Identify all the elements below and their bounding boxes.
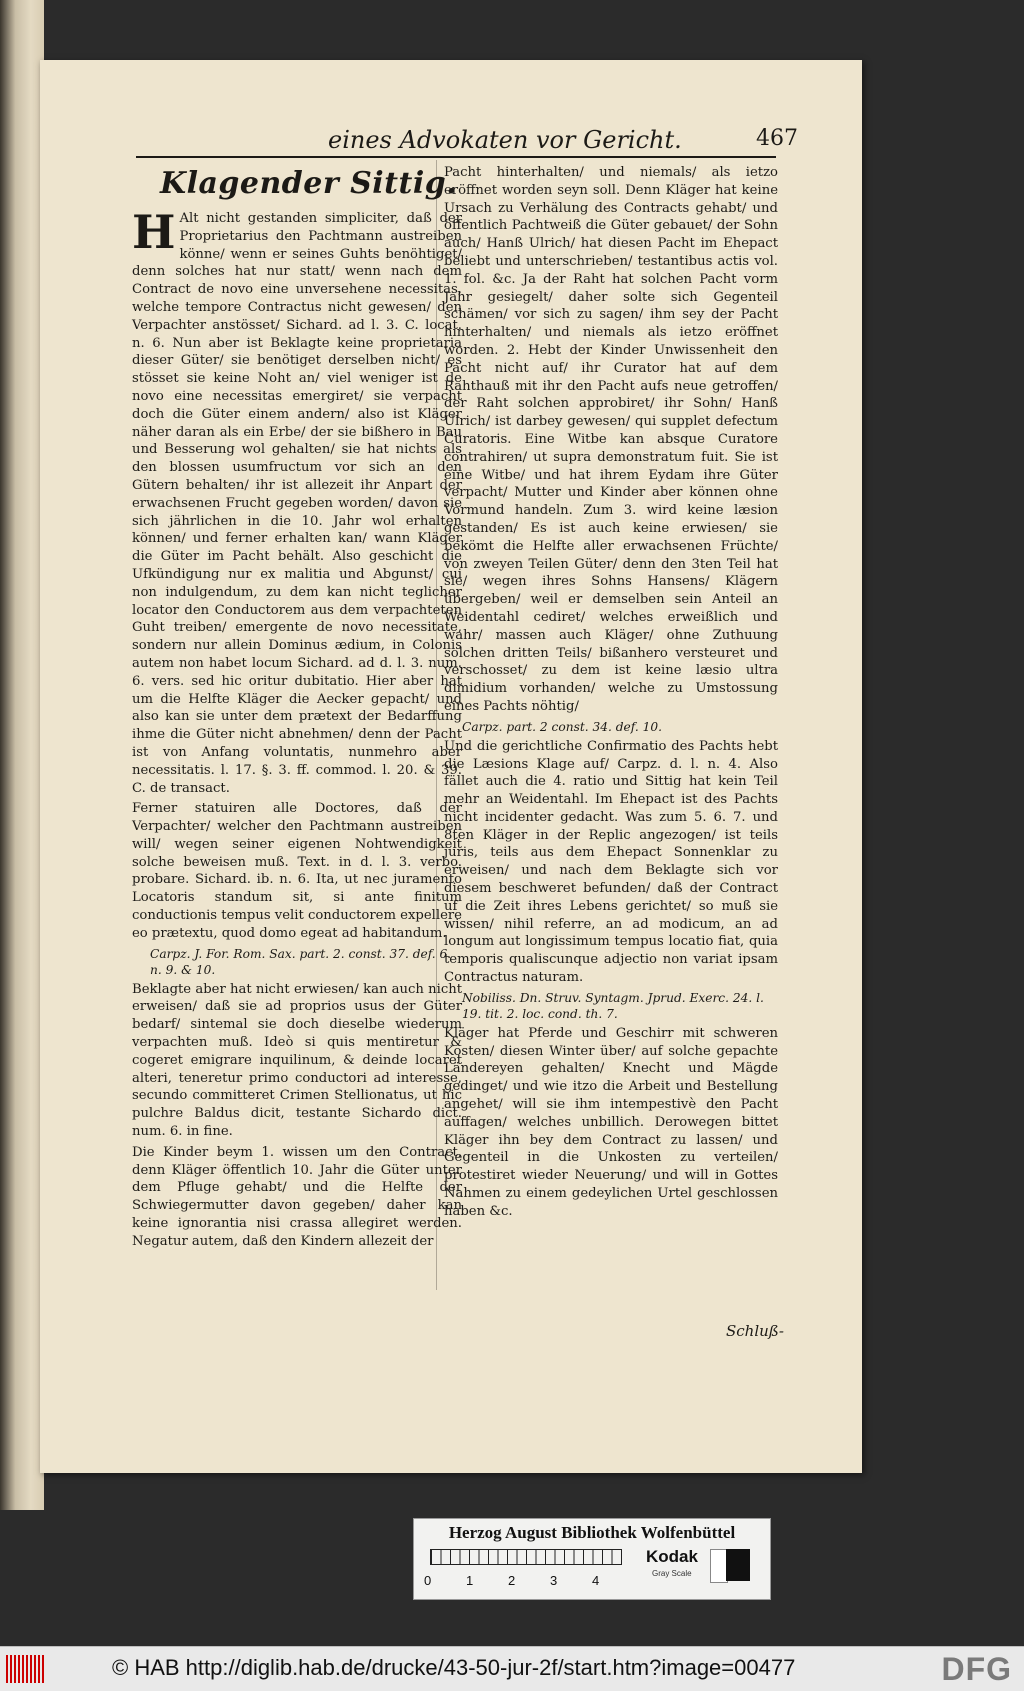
paragraph: Die Kinder beym 1. wissen um den Contract, denn Kläger öffentlich 10. Jahr die Güter unter dem Pfluge gehabt/ und die Helfte der Schwiegermutter davon gegeben/ daher kan keine ignorantia nisi crassa allegiret werden. Negatur autem, daß den Kindern allezeit der: [132, 1144, 462, 1249]
scale-ruler: [430, 1549, 622, 1565]
running-head-title: eines Advokaten vor Gericht.: [328, 126, 682, 154]
left-column: [132, 164, 462, 1254]
gray-scale-label: Gray Scale: [652, 1569, 692, 1578]
color-checker-card: [413, 1518, 771, 1600]
institution-label: Herzog August Bibliothek Wolfenbüttel: [448, 1523, 736, 1542]
barcode-icon: [6, 1655, 46, 1683]
scale-number: 2: [508, 1573, 516, 1588]
citation: Carpz. part. 2 const. 34. def. 10.: [462, 719, 662, 734]
right-column: [444, 164, 778, 1224]
paragraph-text: Alt nicht gestanden simpliciter, daß der Proprietarius den Pachtmann austreiben könne/ wenn er seines Guhts benöhtiget/ denn solches hat nur statt/ wenn nach dem Contract de novo eine unversehene necessitas, welche tempore Contractus nicht gewesen/ den Verpachter anstösset/ Sichard. ad l. 3. C. locat. n. 6. Nun aber ist Beklagte keine proprietaria dieser Güter/ sie benötiget derselben nicht/ es stösset sie keine Noht an/ viel weniger ist de novo eine necessitas emergiret/ sie verpacht doch die Güter einem andern/ also ist Kläger näher daran als ein Erbe/ der sie bißhero in Bau und Besserung wol gehalten/ sie hat nichts als den blossen usumfructum vor sich an den Gütern behalten/ ihr ist allezeit ihr Anpart der erwachsenen Frucht gegeben worden/ davon sie sich jährlichen in die 10. Jahr wol erhalten können/ und ferner erhalten kan/ wann Kläger die Güter im Pacht behält. Also geschicht die Ufkündigung nur ex malitia und Abgunst/ cui non indulgendum, zu dem kan nicht teglicher locator den Conductorem aus dem verpachteten Guht treiben/ emergente de novo necessitate, sondern nur allein Dominus ædium, in Colonis autem non habet locum Sichard. ad d. l. 3. num. 6. vers. sed hic oritur dubitatio. Hier aber hat um die Helfte Kläger die Aecker gepacht/ und also kan sie unter dem prætext der Bedarffung ihme die Güter nicht abnehmen/ denn der Pacht ist von Anfang voluntatis, nunmehro aber necessitatis. l. 17. §. 3. ff. commod. l. 20. & 39. C. de transact.: [132, 211, 462, 796]
book-page: [40, 60, 862, 1473]
catchword: Schluß-: [726, 1322, 784, 1340]
drop-initial: H: [132, 205, 176, 259]
scale-number: 3: [550, 1573, 558, 1588]
page-number: 467: [756, 126, 798, 151]
footer-bar: [0, 1646, 1024, 1691]
paragraph: Beklagte aber hat nicht erwiesen/ kan auch nicht erweisen/ daß sie ad proprios usus der Güter bedarf/ sintemal sie doch dieselbe wiederum verpachten muß. Ideò si quis mentiretur & cogeret emigrare inquilinum, & deinde locaret alteri, teneretur primo conductori ad interesse, secundo committeret Crimen Stellionatus, ut hic pulchre Baldus dicit, testante Sichardo dict. num. 6. in fine.: [132, 981, 462, 1140]
book-left-edge: [0, 0, 44, 1510]
dfg-logo: DFG: [941, 1651, 1012, 1687]
paragraph: Kläger hat Pferde und Geschirr mit schweren Kosten/ diesen Winter über/ auf solche gepachte Ländereyen gehalten/ Knecht und Mägde gedinget/ und wie itzo die Arbeit und Bestellung angehet/ will sie ihm intempestivè den Pacht auffagen/ welches unbillich. Derowegen bittet Kläger ihn bey dem Contract zu lassen/ und Gegenteil in die Unkosten zu verteilen/ protestiret wieder Neuerung/ und will in Gottes Nahmen zu einem gedeylichen Urtel geschlossen haben &c.: [444, 1025, 778, 1219]
citation: Nobiliss. Dn. Struv. Syntagm. Jprud. Exerc. 24. l. 19. tit. 2. loc. cond. th. 7.: [462, 990, 764, 1021]
scale-number: 0: [424, 1573, 432, 1588]
head-rule: [136, 156, 776, 158]
paragraph: [132, 205, 462, 797]
scale-number: 1: [466, 1573, 474, 1588]
black-patch: [726, 1549, 750, 1581]
paragraph: Ferner statuiren alle Doctores, daß der Verpachter/ welcher den Pachtmann austreiben will/ wegen seiner eigenen Nohtwendigkeit solche beweisen muß. Text. in d. l. 3. verbo. probare. Sichard. ib. n. 6. Ita, ut nec juramento Locatoris standum sit, si ante finitum conductionis tempus velit conductorem expellere eo prætextu, quod domo egeat ad habitandum.: [132, 801, 462, 941]
paragraph: Pacht hinterhalten/ und niemals/ als ietzo eröffnet worden seyn soll. Denn Kläger hat keine Ursach zu Verhälung des Contracts gehabt/ und öffentlich Pachtweiß die Güter gebauet/ der Sohn auch/ Hanß Ulrich/ hat diesen Pacht im Ehepact beliebt und unterschrieben/ testantibus actis vol. 1. fol. &c. Ja der Raht hat solchen Pacht vorm Jahr gesiegelt/ daher solte sich Gegenteil schämen/ vor sich zu sagen/ ihm sey der Pacht hinterhalten/ und niemals als ietzo eröffnet worden. 2. Hebt der Kinder Unwissenheit den Pacht nicht auf/ ihr Curator hat auf dem Rahthauß mit ihr den Pacht aufs neue getroffen/ der Raht solchen approbiret/ ihr Sohn/ Hanß Ulrich/ ist darbey gewesen/ qui supplet defectum Curatoris. Eine Witbe kan absque Curatore contrahiren/ ut supra demonstratum fuit. Sie ist eine Witbe/ und hat ihrem Eydam ihre Güter verpacht/ Mutter und Kinder aber können ohne Vormund handeln. Zum 3. wird keine læsion gestanden/ Es ist auch keine erwiesen/ sie bekömt die Helfte aller erwachsenen Früchte/ von zweyen Teilen Güter/ denn den 3ten Teil hat sie/ wegen ihres Sohns Hansens/ Klägern übergeben/ weil er demselben sein Anteil an Weidentahl cediret/ welches erweißlich und wahr/ massen auch Kläger/ ohne Zuthuung solchen dritten Teils/ bißanhero versteuret und verschosset/ zu dem ist keine læsio ultra dimidium vorhanden/ welche zu Umstossung eines Pachts nöhtig/: [444, 165, 778, 714]
kodak-brand: Kodak: [646, 1547, 698, 1566]
section-title: Klagender Sittig.: [160, 166, 458, 201]
citation: Carpz. J. For. Rom. Sax. part. 2. const. 37. def. 6. n. 9. & 10.: [150, 946, 452, 977]
copyright-link[interactable]: © HAB http://diglib.hab.de/drucke/43-50-jur-2f/start.htm?image=00477: [112, 1655, 796, 1680]
scale-numbers: [424, 1573, 624, 1591]
scale-number: 4: [592, 1573, 600, 1588]
running-head: [288, 126, 798, 156]
paragraph: Und die gerichtliche Confirmatio des Pachts hebt die Læsions Klage auf/ Carpz. d. l. n. 4. Also fället auch die 4. ratio und Sittig hat kein Teil mehr an Weidentahl. Im Ehepact ist des Pachts nicht incidenter gedacht. Was zum 5. 6. 7. und 8ten Kläger in der Replic angezogen/ ist teils juris, teils aus dem Ehepact Sonnenklar zu erweisen/ und nach dem Beklagte sich vor diesem beschweret befunden/ daß der Contract uf die Zeit ihres Lebens gerichtet/ so muß sie wissen/ nihil referre, an ad modicum, an ad longum aut longissimum tempus locatio fiat, quia temporis qualiscunque adjectio non variat ipsam Contractus naturam.: [444, 738, 778, 986]
